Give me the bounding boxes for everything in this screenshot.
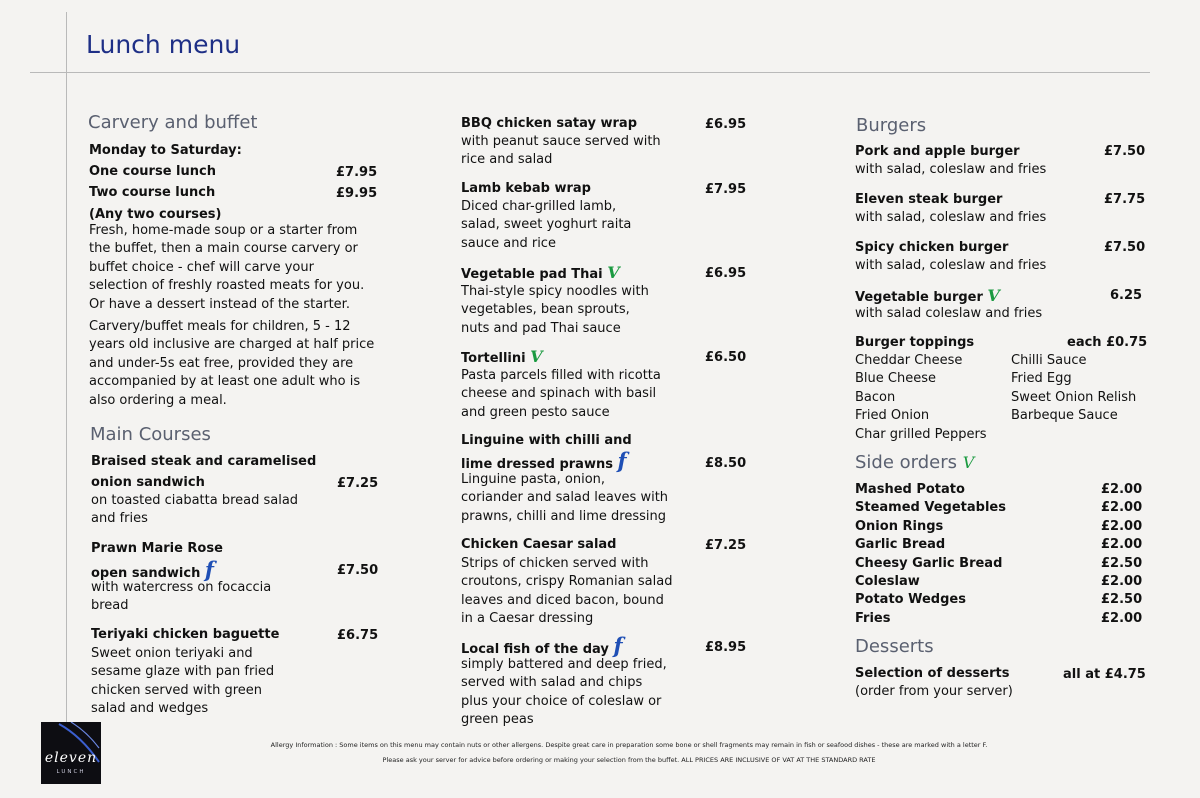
fish-mark-icon: f — [204, 557, 214, 582]
vegetarian-mark-icon: V — [987, 286, 1000, 305]
desserts-note: (order from your server) — [855, 684, 1013, 699]
steak-name-line2: onion sandwich — [91, 475, 205, 490]
caesar-description: Strips of chicken served with croutons, crispy Romanian salad leaves and diced bacon, bound in a Caesar dressing — [461, 556, 673, 627]
steak-description: on toasted ciabatta bread salad and fries — [91, 493, 299, 527]
one-course-price: £7.95 — [336, 165, 378, 180]
lamb-price: £7.95 — [705, 182, 747, 197]
page-title: Lunch menu — [86, 30, 241, 59]
linguine-name-line1: Linguine with chilli and — [461, 433, 632, 448]
vegetarian-mark-icon: V — [962, 453, 975, 472]
padthai-description: Thai-style spicy noodles with vegetables, bean sprouts, nuts and pad Thai sauce — [461, 284, 649, 336]
steak-price: £7.25 — [337, 476, 379, 491]
side-orders-heading: Side orders V — [855, 452, 975, 473]
vertical-rule — [66, 12, 67, 730]
carvery-days: Monday to Saturday: — [89, 143, 242, 158]
carvery-heading: Carvery and buffet — [88, 112, 258, 133]
vegetarian-mark-icon: V — [530, 347, 543, 366]
fish-price: £8.95 — [705, 640, 747, 655]
prawn-price: £7.50 — [337, 563, 379, 578]
main-courses-heading: Main Courses — [90, 424, 211, 445]
teriyaki-description: Sweet onion teriyaki and sesame glaze with pan fried chicken served with green salad and wedges — [91, 646, 275, 717]
steak-name-line1: Braised steak and caramelised — [91, 454, 317, 469]
burger-description: with salad, coleslaw and fries — [855, 162, 1047, 177]
tortellini-name: Tortellini V — [461, 347, 543, 366]
burger-price: £7.50 — [1104, 144, 1146, 159]
burger-description: with salad, coleslaw and fries — [855, 258, 1047, 273]
horizontal-rule — [30, 72, 1150, 73]
allergy-information: Allergy Information : Some items on this menu may contain nuts or other allergens. Despite great care in preparation some bone or shell fragments may remain in fish or seafood dishes - these are marked with a letter F. — [270, 741, 988, 749]
toppings-list-left: Cheddar Cheese Blue Cheese Bacon Fried Onion Char grilled Peppers — [855, 353, 987, 442]
vegetarian-mark-icon: V — [607, 263, 620, 282]
burger-name: Spicy chicken burger — [855, 240, 1009, 255]
bbq-price: £6.95 — [705, 117, 747, 132]
one-course-label: One course lunch — [89, 164, 216, 179]
burger-name: Vegetable burger V — [855, 286, 1000, 305]
vat-note: Please ask your server for advice before ordering or making your selection from the buffet. ALL PRICES ARE INCLUSIVE OF VAT AT THE STANDARD RATE — [382, 756, 876, 764]
side-orders-names: Mashed Potato Steamed Vegetables Onion Rings Garlic Bread Cheesy Garlic Bread Coleslaw Potato Wedges Fries — [855, 482, 1006, 626]
teriyaki-name: Teriyaki chicken baguette — [91, 627, 280, 642]
desserts-heading: Desserts — [855, 636, 934, 657]
toppings-price: each £0.75 — [1067, 335, 1148, 350]
fish-mark-icon: f — [613, 633, 623, 658]
burger-price: £7.75 — [1104, 192, 1146, 207]
burger-description: with salad coleslaw and fries — [855, 306, 1043, 321]
padthai-price: £6.95 — [705, 266, 747, 281]
lamb-name: Lamb kebab wrap — [461, 181, 591, 196]
tortellini-description: Pasta parcels filled with ricotta cheese and spinach with basil and green pesto sauce — [461, 368, 661, 420]
carvery-description: Fresh, home-made soup or a starter from the buffet, then a main course carvery or buffet choice - chef will carve your selection of freshly roasted meats for you. Or have a dessert instead of the starter. — [89, 223, 365, 312]
tortellini-price: £6.50 — [705, 350, 747, 365]
any-two-courses: (Any two courses) — [89, 207, 222, 222]
eleven-logo — [41, 722, 101, 784]
lamb-description: Diced char-grilled lamb, salad, sweet yoghurt raita sauce and rice — [461, 199, 632, 251]
side-orders-prices: £2.00 £2.00 £2.00 £2.00 £2.50 £2.00 £2.50 £2.00 — [1101, 482, 1143, 626]
burger-description: with salad, coleslaw and fries — [855, 210, 1047, 225]
two-course-price: £9.95 — [336, 186, 378, 201]
toppings-list-right: Chilli Sauce Fried Egg Sweet Onion Relish Barbeque Sauce — [1011, 353, 1137, 424]
teriyaki-price: £6.75 — [337, 628, 379, 643]
logo-subtitle: LUNCH — [56, 769, 86, 775]
fish-mark-icon: f — [617, 448, 627, 473]
desserts-price: all at £4.75 — [1063, 667, 1146, 682]
caesar-name: Chicken Caesar salad — [461, 537, 617, 552]
fish-description: simply battered and deep fried, served with salad and chips plus your choice of coleslaw or green peas — [461, 657, 667, 728]
children-note: Carvery/buffet meals for children, 5 - 12 years old inclusive are charged at half price and under-5s eat free, provided they are accompanied by at least one adult who is also ordering a meal. — [89, 319, 375, 408]
burger-name: Eleven steak burger — [855, 192, 1003, 207]
burgers-heading: Burgers — [856, 115, 927, 136]
desserts-name: Selection of desserts — [855, 666, 1010, 681]
linguine-price: £8.50 — [705, 456, 747, 471]
linguine-description: Linguine pasta, onion, coriander and salad leaves with prawns, chilli and lime dressing — [461, 472, 669, 524]
linguine-name-line2: lime dressed prawns f — [461, 448, 627, 473]
burger-name: Pork and apple burger — [855, 144, 1020, 159]
logo-word: eleven — [44, 750, 98, 766]
two-course-label: Two course lunch — [89, 185, 216, 200]
toppings-label: Burger toppings — [855, 335, 975, 350]
burger-price: 6.25 — [1110, 288, 1143, 303]
burger-price: £7.50 — [1104, 240, 1146, 255]
caesar-price: £7.25 — [705, 538, 747, 553]
padthai-name: Vegetable pad Thai V — [461, 263, 620, 282]
prawn-description: with watercress on focaccia bread — [91, 580, 272, 614]
prawn-name-line2: open sandwich f — [91, 557, 214, 582]
bbq-name: BBQ chicken satay wrap — [461, 116, 638, 131]
fish-name: Local fish of the day f — [461, 633, 623, 658]
bbq-description: with peanut sauce served with rice and salad — [461, 134, 661, 168]
prawn-name-line1: Prawn Marie Rose — [91, 541, 223, 556]
